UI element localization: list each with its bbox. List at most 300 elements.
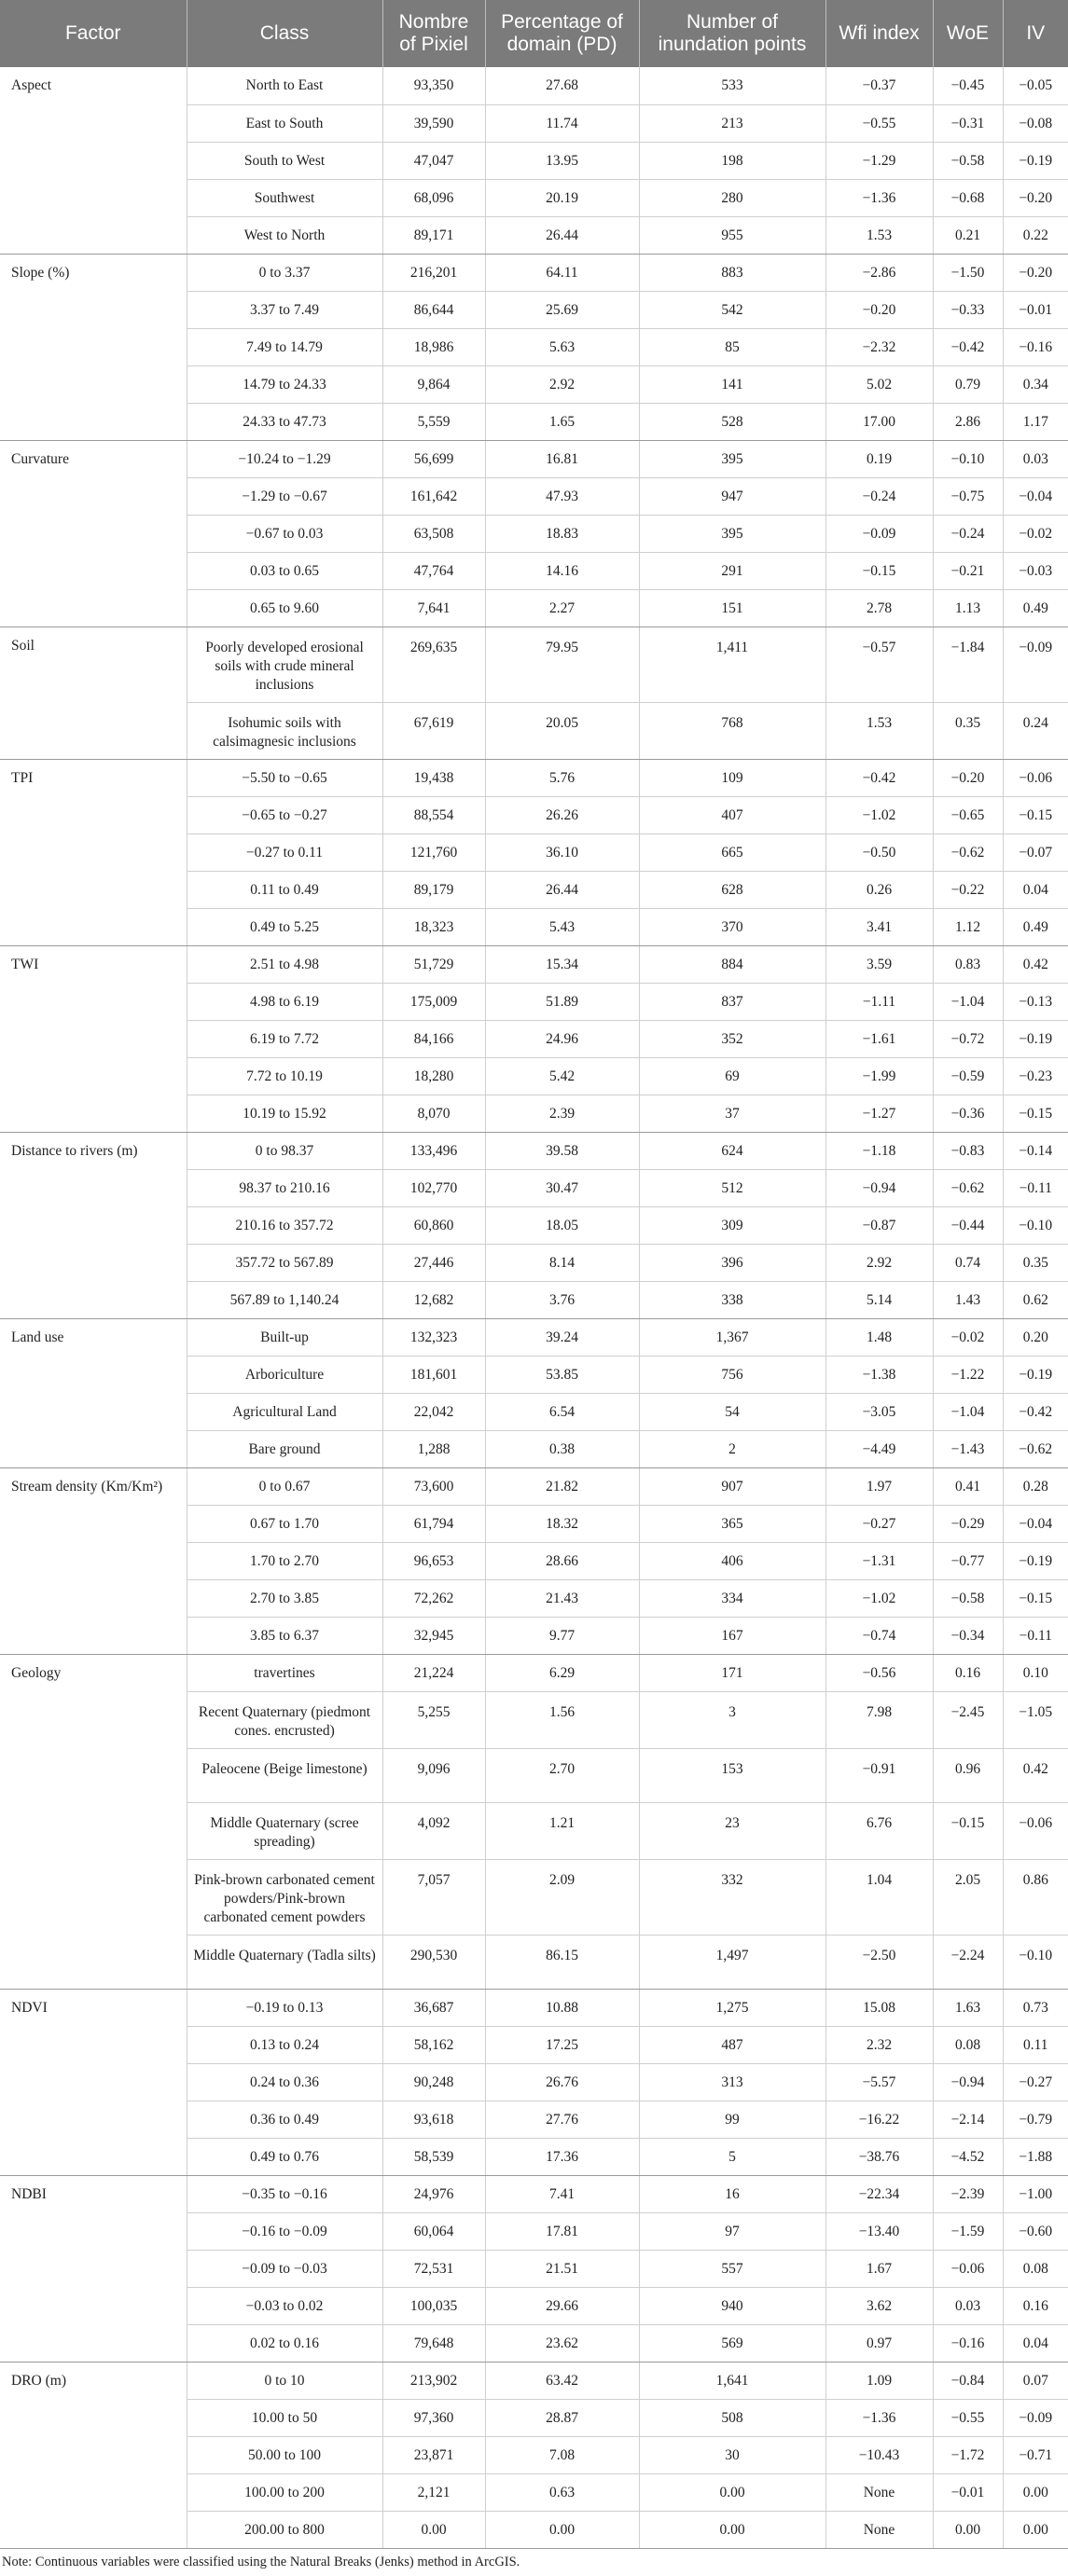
pixels-cell: 22,042 — [382, 1393, 485, 1430]
iv-cell: −0.13 — [1003, 983, 1068, 1020]
woe-cell: 0.83 — [933, 945, 1003, 983]
pixels-cell: 47,764 — [382, 552, 485, 589]
iv-cell: −0.04 — [1003, 1505, 1068, 1542]
inundation-cell: 99 — [639, 2101, 825, 2138]
inundation-cell: 370 — [639, 908, 825, 945]
woe-cell: 2.05 — [933, 1859, 1003, 1935]
inundation-cell: 141 — [639, 365, 825, 403]
class-cell: 0.02 to 0.16 — [187, 2324, 382, 2362]
woe-cell: 0.16 — [933, 1654, 1003, 1691]
woe-cell: −0.68 — [933, 179, 1003, 216]
woe-cell: −0.02 — [933, 1318, 1003, 1356]
woe-cell: 0.08 — [933, 2026, 1003, 2063]
percentage-cell: 9.77 — [485, 1617, 639, 1654]
pixels-cell: 89,179 — [382, 871, 485, 908]
pixels-cell: 32,945 — [382, 1617, 485, 1654]
class-cell: −10.24 to −1.29 — [187, 440, 382, 477]
class-cell: 200.00 to 800 — [187, 2511, 382, 2548]
class-cell: 0.49 to 5.25 — [187, 908, 382, 945]
woe-cell: −0.62 — [933, 833, 1003, 871]
woe-cell: −0.10 — [933, 440, 1003, 477]
woe-cell: 0.35 — [933, 702, 1003, 759]
woe-cell: −0.21 — [933, 552, 1003, 589]
inundation-cell: 395 — [639, 515, 825, 552]
iv-cell: −0.09 — [1003, 2399, 1068, 2436]
inundation-cell: 69 — [639, 1057, 825, 1095]
iv-cell: 0.11 — [1003, 2026, 1068, 2063]
pixels-cell: 23,871 — [382, 2436, 485, 2473]
wfi-cell: 3.41 — [825, 908, 933, 945]
class-cell: 0 to 98.37 — [187, 1132, 382, 1169]
woe-cell: 1.13 — [933, 589, 1003, 627]
inundation-cell: 171 — [639, 1654, 825, 1691]
header-class: Class — [187, 0, 382, 67]
inundation-cell: 352 — [639, 1020, 825, 1057]
wfi-cell: 0.26 — [825, 871, 933, 908]
inundation-cell: 1,641 — [639, 2362, 825, 2399]
percentage-cell: 29.66 — [485, 2287, 639, 2324]
iv-cell: 0.73 — [1003, 1989, 1068, 2026]
inundation-cell: 338 — [639, 1281, 825, 1318]
woe-cell: −1.04 — [933, 983, 1003, 1020]
wfi-cell: 1.67 — [825, 2250, 933, 2287]
wfi-cell: −2.50 — [825, 1935, 933, 1989]
percentage-cell: 17.81 — [485, 2212, 639, 2250]
woe-cell: −1.22 — [933, 1356, 1003, 1393]
wfi-cell: 5.14 — [825, 1281, 933, 1318]
percentage-cell: 6.29 — [485, 1654, 639, 1691]
wfi-cell: 3.59 — [825, 945, 933, 983]
woe-cell: −0.01 — [933, 2473, 1003, 2511]
wfi-cell: −3.05 — [825, 1393, 933, 1430]
iv-cell: −0.11 — [1003, 1169, 1068, 1206]
wfi-cell: −10.43 — [825, 2436, 933, 2473]
iv-cell: −0.06 — [1003, 1802, 1068, 1859]
inundation-cell: 955 — [639, 216, 825, 254]
percentage-cell: 30.47 — [485, 1169, 639, 1206]
class-cell: 357.72 to 567.89 — [187, 1244, 382, 1281]
wfi-cell: 17.00 — [825, 403, 933, 440]
iv-cell: 0.62 — [1003, 1281, 1068, 1318]
inundation-cell: 940 — [639, 2287, 825, 2324]
iv-cell: 0.42 — [1003, 945, 1068, 983]
wfi-cell: −2.32 — [825, 328, 933, 365]
woe-cell: 2.86 — [933, 403, 1003, 440]
wfi-cell: −1.99 — [825, 1057, 933, 1095]
table-row — [0, 1654, 1068, 1691]
percentage-cell: 17.25 — [485, 2026, 639, 2063]
pixels-cell: 161,642 — [382, 477, 485, 515]
iv-cell: −0.19 — [1003, 1542, 1068, 1579]
pixels-cell: 51,729 — [382, 945, 485, 983]
wfi-cell: −0.87 — [825, 1206, 933, 1244]
pixels-cell: 60,860 — [382, 1206, 485, 1244]
class-cell: −0.27 to 0.11 — [187, 833, 382, 871]
percentage-cell: 26.44 — [485, 216, 639, 254]
iv-cell: −0.20 — [1003, 179, 1068, 216]
woe-cell: −0.72 — [933, 1020, 1003, 1057]
woe-cell: −0.83 — [933, 1132, 1003, 1169]
pixels-cell: 4,092 — [382, 1802, 485, 1859]
woe-cell: 1.63 — [933, 1989, 1003, 2026]
percentage-cell: 0.00 — [485, 2511, 639, 2548]
wfi-cell: −1.27 — [825, 1095, 933, 1132]
iv-cell: −0.11 — [1003, 1617, 1068, 1654]
wfi-cell: −0.74 — [825, 1617, 933, 1654]
wfi-cell: −0.15 — [825, 552, 933, 589]
percentage-cell: 18.05 — [485, 1206, 639, 1244]
inundation-cell: 0.00 — [639, 2511, 825, 2548]
inundation-cell: 1,411 — [639, 627, 825, 702]
wfi-cell: 15.08 — [825, 1989, 933, 2026]
percentage-cell: 0.63 — [485, 2473, 639, 2511]
factor-cell: Land use — [0, 1318, 187, 1467]
class-cell: 98.37 to 210.16 — [187, 1169, 382, 1206]
woe-cell: −0.22 — [933, 871, 1003, 908]
percentage-cell: 51.89 — [485, 983, 639, 1020]
percentage-cell: 26.76 — [485, 2063, 639, 2101]
percentage-cell: 64.11 — [485, 254, 639, 291]
class-cell: 0.11 to 0.49 — [187, 871, 382, 908]
table-row — [0, 945, 1068, 983]
woe-cell: −1.50 — [933, 254, 1003, 291]
inundation-cell: 291 — [639, 552, 825, 589]
pixels-cell: 0.00 — [382, 2511, 485, 2548]
inundation-cell: 508 — [639, 2399, 825, 2436]
table-note: Note: Continuous variables were classified using the Natural Breaks (Jenks) method in ArcGIS. — [2, 2554, 520, 2569]
class-cell: Bare ground — [187, 1430, 382, 1467]
pixels-cell: 213,902 — [382, 2362, 485, 2399]
class-cell: West to North — [187, 216, 382, 254]
pixels-cell: 86,644 — [382, 291, 485, 328]
iv-cell: −0.10 — [1003, 1935, 1068, 1989]
woe-cell: −2.39 — [933, 2175, 1003, 2212]
woe-cell: −0.58 — [933, 1579, 1003, 1617]
woe-cell: −0.16 — [933, 2324, 1003, 2362]
class-cell: Agricultural Land — [187, 1393, 382, 1430]
class-cell: −0.65 to −0.27 — [187, 796, 382, 833]
class-cell: −1.29 to −0.67 — [187, 477, 382, 515]
class-cell: 0.49 to 0.76 — [187, 2138, 382, 2175]
pixels-cell: 56,699 — [382, 440, 485, 477]
class-cell: 100.00 to 200 — [187, 2473, 382, 2511]
factor-cell: NDBI — [0, 2175, 187, 2362]
pixels-cell: 90,248 — [382, 2063, 485, 2101]
inundation-cell: 768 — [639, 702, 825, 759]
class-cell: 567.89 to 1,140.24 — [187, 1281, 382, 1318]
inundation-cell: 569 — [639, 2324, 825, 2362]
wfi-cell: −1.36 — [825, 2399, 933, 2436]
table-row — [0, 1467, 1068, 1505]
woe-cell: −0.62 — [933, 1169, 1003, 1206]
percentage-cell: 39.24 — [485, 1318, 639, 1356]
iv-cell: 0.24 — [1003, 702, 1068, 759]
percentage-cell: 21.51 — [485, 2250, 639, 2287]
inundation-cell: 30 — [639, 2436, 825, 2473]
pixels-cell: 73,600 — [382, 1467, 485, 1505]
inundation-cell: 628 — [639, 871, 825, 908]
class-cell: Southwest — [187, 179, 382, 216]
woe-cell: −0.20 — [933, 759, 1003, 796]
inundation-cell: 334 — [639, 1579, 825, 1617]
inundation-cell: 37 — [639, 1095, 825, 1132]
class-cell: Isohumic soils with calsimagnesic inclusions — [187, 702, 382, 759]
pixels-cell: 18,280 — [382, 1057, 485, 1095]
table-row — [0, 67, 1068, 104]
wfi-cell: 1.53 — [825, 216, 933, 254]
pixels-cell: 8,070 — [382, 1095, 485, 1132]
pixels-cell: 93,618 — [382, 2101, 485, 2138]
iv-cell: 0.28 — [1003, 1467, 1068, 1505]
inundation-cell: 1,367 — [639, 1318, 825, 1356]
pixels-cell: 121,760 — [382, 833, 485, 871]
iv-cell: −0.60 — [1003, 2212, 1068, 2250]
percentage-cell: 20.19 — [485, 179, 639, 216]
class-cell: North to East — [187, 67, 382, 104]
percentage-cell: 8.14 — [485, 1244, 639, 1281]
iv-cell: −1.88 — [1003, 2138, 1068, 2175]
wfi-cell: −0.50 — [825, 833, 933, 871]
iv-cell: −0.07 — [1003, 833, 1068, 871]
percentage-cell: 79.95 — [485, 627, 639, 702]
class-cell: Recent Quaternary (piedmont cones. encrusted) — [187, 1691, 382, 1748]
iv-cell: −0.15 — [1003, 1579, 1068, 1617]
wfi-cell: 2.92 — [825, 1244, 933, 1281]
wfi-cell: 6.76 — [825, 1802, 933, 1859]
percentage-cell: 14.16 — [485, 552, 639, 589]
iv-cell: 0.34 — [1003, 365, 1068, 403]
wfi-cell: 2.32 — [825, 2026, 933, 2063]
pixels-cell: 7,057 — [382, 1859, 485, 1935]
wfi-cell: −0.56 — [825, 1654, 933, 1691]
class-cell: 1.70 to 2.70 — [187, 1542, 382, 1579]
wfi-cell: −22.34 — [825, 2175, 933, 2212]
inundation-cell: 528 — [639, 403, 825, 440]
pixels-cell: 18,986 — [382, 328, 485, 365]
table-row — [0, 1318, 1068, 1356]
inundation-cell: 665 — [639, 833, 825, 871]
pixels-cell: 175,009 — [382, 983, 485, 1020]
inundation-cell: 512 — [639, 1169, 825, 1206]
wfi-cell: 0.19 — [825, 440, 933, 477]
inundation-cell: 109 — [639, 759, 825, 796]
iv-cell: −0.14 — [1003, 1132, 1068, 1169]
percentage-cell: 0.38 — [485, 1430, 639, 1467]
class-cell: 2.70 to 3.85 — [187, 1579, 382, 1617]
inundation-cell: 557 — [639, 2250, 825, 2287]
iv-cell: −0.15 — [1003, 1095, 1068, 1132]
iv-cell: 0.86 — [1003, 1859, 1068, 1935]
woe-cell: −2.45 — [933, 1691, 1003, 1748]
woe-cell: −0.36 — [933, 1095, 1003, 1132]
pixels-cell: 47,047 — [382, 142, 485, 179]
percentage-cell: 2.09 — [485, 1859, 639, 1935]
iv-cell: 0.04 — [1003, 871, 1068, 908]
inundation-cell: 542 — [639, 291, 825, 328]
wfi-cell: 2.78 — [825, 589, 933, 627]
pixels-cell: 1,288 — [382, 1430, 485, 1467]
percentage-cell: 86.15 — [485, 1935, 639, 1989]
wfi-cell: −1.29 — [825, 142, 933, 179]
woe-cell: −0.15 — [933, 1802, 1003, 1859]
percentage-cell: 47.93 — [485, 477, 639, 515]
percentage-cell: 26.26 — [485, 796, 639, 833]
iv-cell: −0.62 — [1003, 1430, 1068, 1467]
iv-cell: 0.49 — [1003, 589, 1068, 627]
inundation-cell: 151 — [639, 589, 825, 627]
percentage-cell: 2.70 — [485, 1748, 639, 1802]
inundation-cell: 280 — [639, 179, 825, 216]
woe-cell: 0.21 — [933, 216, 1003, 254]
table-row — [0, 440, 1068, 477]
wfi-cell: −0.24 — [825, 477, 933, 515]
percentage-cell: 6.54 — [485, 1393, 639, 1430]
class-cell: East to South — [187, 104, 382, 142]
woe-cell: −0.33 — [933, 291, 1003, 328]
factor-cell: DRO (m) — [0, 2362, 187, 2548]
woe-cell: 0.41 — [933, 1467, 1003, 1505]
woe-cell: 1.43 — [933, 1281, 1003, 1318]
pixels-cell: 27,446 — [382, 1244, 485, 1281]
percentage-cell: 5.76 — [485, 759, 639, 796]
iv-cell: 0.07 — [1003, 2362, 1068, 2399]
iv-cell: −0.42 — [1003, 1393, 1068, 1430]
iv-cell: 0.00 — [1003, 2511, 1068, 2548]
class-cell: 210.16 to 357.72 — [187, 1206, 382, 1244]
wfi-cell: 7.98 — [825, 1691, 933, 1748]
woe-cell: −0.29 — [933, 1505, 1003, 1542]
class-cell: 7.49 to 14.79 — [187, 328, 382, 365]
factor-cell: Stream density (Km/Km²) — [0, 1467, 187, 1654]
woe-cell: −1.59 — [933, 2212, 1003, 2250]
percentage-cell: 53.85 — [485, 1356, 639, 1393]
factor-cell: Distance to rivers (m) — [0, 1132, 187, 1318]
pixels-cell: 88,554 — [382, 796, 485, 833]
percentage-cell: 1.56 — [485, 1691, 639, 1748]
pixels-cell: 97,360 — [382, 2399, 485, 2436]
wfi-cell: −0.20 — [825, 291, 933, 328]
class-cell: 0.24 to 0.36 — [187, 2063, 382, 2101]
wfi-cell: 1.97 — [825, 1467, 933, 1505]
factor-cell: Geology — [0, 1654, 187, 1989]
class-cell: 2.51 to 4.98 — [187, 945, 382, 983]
pixels-cell: 100,035 — [382, 2287, 485, 2324]
wfi-cell: −4.49 — [825, 1430, 933, 1467]
pixels-cell: 19,438 — [382, 759, 485, 796]
woe-cell: −0.31 — [933, 104, 1003, 142]
woe-cell: −1.04 — [933, 1393, 1003, 1430]
percentage-cell: 25.69 — [485, 291, 639, 328]
percentage-cell: 13.95 — [485, 142, 639, 179]
pixels-cell: 9,096 — [382, 1748, 485, 1802]
iv-cell: −0.06 — [1003, 759, 1068, 796]
percentage-cell: 17.36 — [485, 2138, 639, 2175]
factor-cell: TWI — [0, 945, 187, 1132]
header-percentage: Percentage of domain (PD) — [485, 0, 639, 67]
class-cell: Pink-brown carbonated cement powders/Pink-brown carbonated cement powders — [187, 1859, 382, 1935]
percentage-cell: 1.21 — [485, 1802, 639, 1859]
class-cell: −0.67 to 0.03 — [187, 515, 382, 552]
pixels-cell: 58,162 — [382, 2026, 485, 2063]
woe-cell: −2.14 — [933, 2101, 1003, 2138]
woe-cell: −0.84 — [933, 2362, 1003, 2399]
percentage-cell: 18.32 — [485, 1505, 639, 1542]
wfi-cell: −1.61 — [825, 1020, 933, 1057]
inundation-cell: 332 — [639, 1859, 825, 1935]
iv-cell: −0.02 — [1003, 515, 1068, 552]
pixels-cell: 2,121 — [382, 2473, 485, 2511]
woe-cell: 1.12 — [933, 908, 1003, 945]
header-woe: WoE — [933, 0, 1003, 67]
inundation-cell: 883 — [639, 254, 825, 291]
iv-cell: −0.03 — [1003, 552, 1068, 589]
inundation-cell: 198 — [639, 142, 825, 179]
class-cell: 0.65 to 9.60 — [187, 589, 382, 627]
class-cell: Paleocene (Beige limestone) — [187, 1748, 382, 1802]
iv-cell: −0.20 — [1003, 254, 1068, 291]
woe-cell: −0.55 — [933, 2399, 1003, 2436]
header-wfi: Wfi index — [825, 0, 933, 67]
wfi-cell: −38.76 — [825, 2138, 933, 2175]
percentage-cell: 5.43 — [485, 908, 639, 945]
wfi-cell: 1.48 — [825, 1318, 933, 1356]
woe-cell: 0.79 — [933, 365, 1003, 403]
iv-cell: −0.27 — [1003, 2063, 1068, 2101]
pixels-cell: 67,619 — [382, 702, 485, 759]
percentage-cell: 36.10 — [485, 833, 639, 871]
iv-cell: 0.00 — [1003, 2473, 1068, 2511]
class-cell: travertines — [187, 1654, 382, 1691]
class-cell: 0.36 to 0.49 — [187, 2101, 382, 2138]
header-factor: Factor — [0, 0, 187, 67]
pixels-cell: 96,653 — [382, 1542, 485, 1579]
woe-cell: −0.44 — [933, 1206, 1003, 1244]
pixels-cell: 132,323 — [382, 1318, 485, 1356]
percentage-cell: 21.43 — [485, 1579, 639, 1617]
class-cell: South to West — [187, 142, 382, 179]
wfi-cell: None — [825, 2511, 933, 2548]
table-row — [0, 2362, 1068, 2399]
inundation-cell: 2 — [639, 1430, 825, 1467]
class-cell: 10.00 to 50 — [187, 2399, 382, 2436]
pixels-cell: 84,166 — [382, 1020, 485, 1057]
factor-cell: Curvature — [0, 440, 187, 627]
header-iv: IV — [1003, 0, 1068, 67]
class-cell: 0.03 to 0.65 — [187, 552, 382, 589]
iv-cell: 1.17 — [1003, 403, 1068, 440]
class-cell: −0.09 to −0.03 — [187, 2250, 382, 2287]
inundation-cell: 533 — [639, 67, 825, 104]
woe-cell: −1.72 — [933, 2436, 1003, 2473]
class-cell: 7.72 to 10.19 — [187, 1057, 382, 1095]
woe-cell: −0.58 — [933, 142, 1003, 179]
pixels-cell: 58,539 — [382, 2138, 485, 2175]
inundation-cell: 1,275 — [639, 1989, 825, 2026]
percentage-cell: 23.62 — [485, 2324, 639, 2362]
percentage-cell: 21.82 — [485, 1467, 639, 1505]
percentage-cell: 2.39 — [485, 1095, 639, 1132]
inundation-cell: 907 — [639, 1467, 825, 1505]
wfi-cell: −0.55 — [825, 104, 933, 142]
inundation-cell: 1,497 — [639, 1935, 825, 1989]
inundation-cell: 54 — [639, 1393, 825, 1430]
iv-cell: 0.49 — [1003, 908, 1068, 945]
class-cell: −0.35 to −0.16 — [187, 2175, 382, 2212]
percentage-cell: 5.42 — [485, 1057, 639, 1095]
pixels-cell: 181,601 — [382, 1356, 485, 1393]
wfi-cell: −1.02 — [825, 1579, 933, 1617]
woe-cell: −0.06 — [933, 2250, 1003, 2287]
